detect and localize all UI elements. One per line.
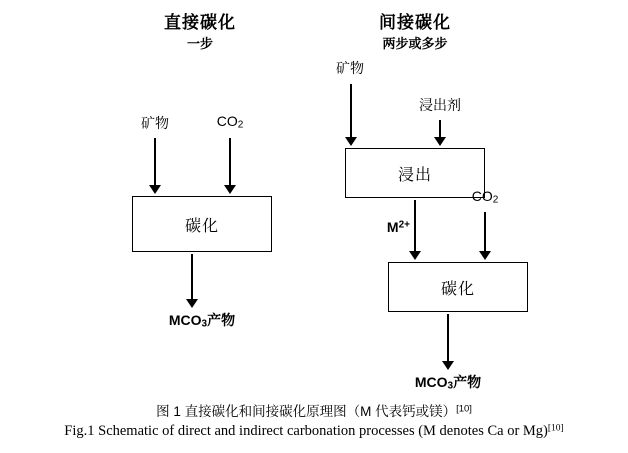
indirect-column-subtitle: 两步或多步 [382, 36, 448, 51]
indirect-output-label [378, 372, 518, 392]
direct-carbonation-box: 碳化 [132, 196, 272, 252]
co2-text: CO [216, 113, 238, 129]
direct-column-subtitle: 一步 [186, 36, 213, 51]
indirect-leaching-box: 浸出 [345, 148, 485, 198]
direct-input-co2-label [200, 113, 260, 131]
indirect-input-co2-label [455, 188, 515, 206]
indirect-intermediate-arrow [408, 200, 422, 260]
caption-english-text: Fig.1 Schematic of direct and indirect carbonation processes (M denotes Ca or Mg) [64, 423, 548, 439]
metal-ion-superscript: 2+ [398, 219, 410, 231]
co2-text-2: CO [471, 188, 493, 204]
indirect-column-title: 间接碳化 [379, 13, 451, 32]
caption-chinese-text: 图 1 直接碳化和间接碳化原理图（M 代表钙或镁） [156, 404, 457, 419]
mco3-subscript: 3 [201, 318, 208, 330]
indirect-carbonation-box: 碳化 [388, 262, 528, 312]
caption-english-reference: [10] [547, 423, 564, 434]
indirect-intermediate-label [366, 219, 410, 235]
indirect-input-leachant-label: 浸出剂 [419, 97, 461, 113]
co2-subscript: 2 [237, 119, 244, 131]
mco3-tail-2: 产物 [453, 374, 482, 390]
indirect-input-mineral-label: 矿物 [336, 60, 364, 76]
direct-column-title: 直接碳化 [164, 13, 236, 32]
direct-output-label [132, 310, 272, 330]
indirect-leachant-arrow [433, 120, 447, 146]
mco3-text-2: MCO [414, 374, 448, 390]
caption-chinese-reference: [10] [456, 403, 472, 415]
direct-mineral-arrow [148, 138, 162, 194]
caption-chinese [0, 400, 628, 420]
direct-co2-arrow [223, 138, 237, 194]
indirect-co2-arrow [478, 212, 492, 260]
direct-input-mineral-label: 矿物 [141, 115, 169, 131]
direct-output-arrow [185, 254, 199, 308]
mco3-subscript-2: 3 [447, 380, 454, 392]
mco3-text: MCO [168, 312, 202, 328]
co2-subscript-2: 2 [492, 194, 499, 206]
indirect-output-arrow [441, 314, 455, 370]
indirect-mineral-arrow [344, 84, 358, 146]
caption-english [0, 423, 628, 440]
metal-ion-text: M [386, 219, 399, 235]
mco3-tail: 产物 [207, 312, 236, 328]
